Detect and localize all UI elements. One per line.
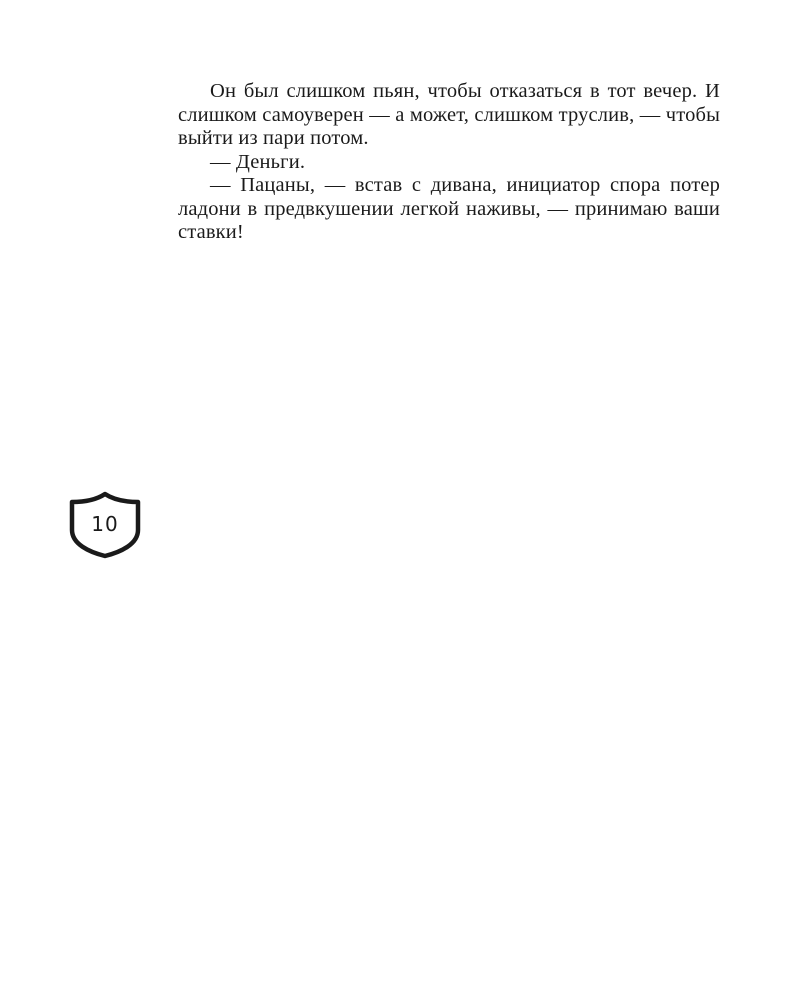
paragraph: Он был слишком пьян, чтобы отказаться в тот вечер. И слишком самоуверен — а может, слишком труслив, — чтобы выйти из пари потом.	[178, 80, 720, 149]
page-number-badge	[67, 490, 143, 560]
paragraph: — Деньги.	[210, 150, 306, 173]
body-text	[178, 80, 720, 245]
paragraph: — Пацаны, — встав с дивана, инициатор спора потер ладони в предвкушении легкой наживы, — принимаю ваши ставки!	[178, 174, 720, 243]
page-number: 10	[91, 512, 119, 536]
